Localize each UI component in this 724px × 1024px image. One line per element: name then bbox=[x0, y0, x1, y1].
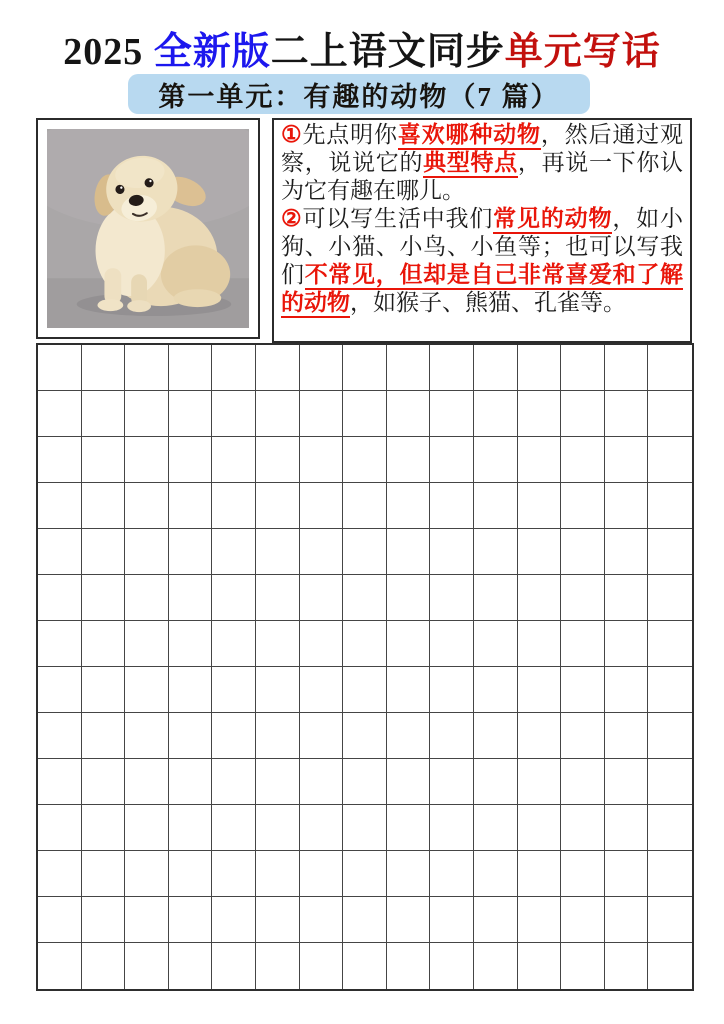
writing-grid-cell bbox=[38, 621, 82, 667]
writing-grid-cell bbox=[212, 667, 256, 713]
writing-grid-cell bbox=[605, 391, 649, 437]
writing-grid-cell bbox=[518, 667, 562, 713]
writing-grid-cell bbox=[474, 391, 518, 437]
writing-grid-cell bbox=[518, 575, 562, 621]
writing-grid-cell bbox=[169, 391, 213, 437]
writing-grid-cell bbox=[256, 437, 300, 483]
writing-grid-cell bbox=[561, 805, 605, 851]
writing-grid-cell bbox=[518, 345, 562, 391]
writing-grid-cell bbox=[300, 943, 344, 989]
writing-grid-cell bbox=[82, 529, 126, 575]
writing-grid-cell bbox=[82, 437, 126, 483]
instruction-text: 可以写生活中我们 bbox=[302, 206, 494, 231]
writing-grid-cell bbox=[605, 713, 649, 759]
writing-grid-cell bbox=[256, 391, 300, 437]
unit-banner: 第一单元：有趣的动物（7 篇） bbox=[128, 74, 590, 114]
writing-grid-cell bbox=[430, 529, 474, 575]
writing-grid-cell bbox=[38, 759, 82, 805]
writing-grid-cell bbox=[343, 759, 387, 805]
writing-grid-cell bbox=[169, 943, 213, 989]
writing-grid-cell bbox=[38, 575, 82, 621]
writing-grid-cell bbox=[212, 621, 256, 667]
writing-grid-cell bbox=[38, 667, 82, 713]
writing-grid-cell bbox=[518, 851, 562, 897]
writing-grid-cell bbox=[561, 575, 605, 621]
writing-grid-cell bbox=[256, 851, 300, 897]
writing-grid-cell bbox=[430, 437, 474, 483]
writing-grid-cell bbox=[212, 759, 256, 805]
writing-grid-cell bbox=[561, 529, 605, 575]
writing-grid-cell bbox=[648, 529, 692, 575]
writing-grid-cell bbox=[169, 667, 213, 713]
writing-grid-cell bbox=[474, 943, 518, 989]
writing-grid-cell bbox=[430, 391, 474, 437]
writing-grid-cell bbox=[387, 851, 431, 897]
writing-grid-cell bbox=[605, 897, 649, 943]
writing-grid-cell bbox=[387, 391, 431, 437]
writing-grid-cell bbox=[430, 851, 474, 897]
writing-grid-cell bbox=[648, 345, 692, 391]
puppy-photo-illustration bbox=[47, 129, 249, 328]
writing-grid-cell bbox=[38, 437, 82, 483]
instructions-box bbox=[272, 118, 692, 343]
writing-grid-cell bbox=[300, 391, 344, 437]
writing-grid-cell bbox=[343, 667, 387, 713]
writing-grid-cell bbox=[648, 483, 692, 529]
writing-grid-cell bbox=[300, 345, 344, 391]
instruction-highlight: 典型特点 bbox=[423, 150, 518, 178]
writing-grid-cell bbox=[125, 621, 169, 667]
instruction-highlight: ② bbox=[281, 206, 303, 231]
writing-grid-cell bbox=[256, 667, 300, 713]
writing-grid-cell bbox=[212, 943, 256, 989]
writing-grid-cell bbox=[474, 897, 518, 943]
instruction-text: ，再说一下你认为它有趣在哪儿。 bbox=[281, 150, 683, 203]
writing-grid-cell bbox=[82, 575, 126, 621]
writing-grid-cell bbox=[605, 345, 649, 391]
writing-grid-cell bbox=[169, 621, 213, 667]
writing-grid-cell bbox=[256, 897, 300, 943]
writing-grid-cell bbox=[212, 345, 256, 391]
writing-grid-cell bbox=[605, 529, 649, 575]
writing-grid-cell bbox=[648, 437, 692, 483]
instruction-highlight: 喜欢哪种动物 bbox=[398, 122, 541, 150]
writing-grid-cell bbox=[169, 805, 213, 851]
writing-grid-cell bbox=[82, 713, 126, 759]
writing-grid-cell bbox=[125, 805, 169, 851]
writing-grid-cell bbox=[300, 575, 344, 621]
writing-grid-cell bbox=[300, 529, 344, 575]
writing-grid-cell bbox=[256, 483, 300, 529]
writing-grid-cell bbox=[256, 621, 300, 667]
writing-grid-cell bbox=[387, 713, 431, 759]
writing-grid-cell bbox=[300, 897, 344, 943]
writing-grid-cell bbox=[561, 897, 605, 943]
writing-grid-cell bbox=[343, 437, 387, 483]
writing-grid-cell bbox=[169, 483, 213, 529]
writing-grid-cell bbox=[387, 575, 431, 621]
writing-grid-cell bbox=[38, 345, 82, 391]
writing-grid-cell bbox=[82, 759, 126, 805]
page-title bbox=[0, 20, 724, 75]
writing-grid-cell bbox=[82, 667, 126, 713]
writing-grid-cell bbox=[169, 575, 213, 621]
writing-grid-cell bbox=[343, 897, 387, 943]
writing-grid-cell bbox=[38, 483, 82, 529]
writing-grid-cell bbox=[605, 943, 649, 989]
writing-grid-cell bbox=[169, 529, 213, 575]
writing-grid-cell bbox=[561, 483, 605, 529]
writing-grid-cell bbox=[82, 805, 126, 851]
writing-grid-cell bbox=[605, 667, 649, 713]
writing-grid-cell bbox=[169, 759, 213, 805]
writing-grid-cell bbox=[125, 575, 169, 621]
writing-grid-cell bbox=[387, 437, 431, 483]
writing-grid-cell bbox=[256, 943, 300, 989]
instruction-highlight: 不常见，但却是自己非常喜爱和了解的动物 bbox=[281, 262, 683, 318]
writing-grid-cell bbox=[561, 943, 605, 989]
writing-grid-cell bbox=[212, 897, 256, 943]
title-segment: 二上语文同步 bbox=[270, 31, 505, 73]
writing-grid-cell bbox=[561, 851, 605, 897]
writing-grid-cell bbox=[605, 851, 649, 897]
writing-grid bbox=[36, 343, 694, 991]
instruction-text: 先点明你 bbox=[302, 122, 398, 147]
writing-grid-cell bbox=[82, 391, 126, 437]
writing-grid-cell bbox=[256, 529, 300, 575]
writing-grid-cell bbox=[169, 713, 213, 759]
writing-grid-cell bbox=[648, 575, 692, 621]
writing-grid-cell bbox=[605, 759, 649, 805]
writing-grid-cell bbox=[169, 345, 213, 391]
writing-grid-cell bbox=[169, 437, 213, 483]
writing-grid-cell bbox=[518, 943, 562, 989]
writing-grid-cell bbox=[38, 897, 82, 943]
writing-grid-cell bbox=[430, 621, 474, 667]
writing-grid-cell bbox=[474, 575, 518, 621]
writing-grid-cell bbox=[518, 529, 562, 575]
instruction-text: ，如猴子、熊猫、孔雀等。 bbox=[350, 290, 626, 315]
writing-grid-cell bbox=[474, 667, 518, 713]
writing-grid-cell bbox=[125, 483, 169, 529]
writing-grid-cell bbox=[256, 575, 300, 621]
writing-grid-cell bbox=[561, 759, 605, 805]
writing-grid-cell bbox=[343, 575, 387, 621]
writing-grid-cell bbox=[430, 575, 474, 621]
writing-grid-cell bbox=[343, 851, 387, 897]
writing-grid-cell bbox=[300, 437, 344, 483]
writing-grid-cell bbox=[387, 667, 431, 713]
writing-grid-cell bbox=[518, 713, 562, 759]
writing-grid-cell bbox=[648, 391, 692, 437]
writing-grid-cell bbox=[256, 759, 300, 805]
instruction-paragraph bbox=[281, 205, 683, 317]
writing-grid-cell bbox=[300, 483, 344, 529]
writing-grid-cell bbox=[430, 759, 474, 805]
title-segment: 2025 bbox=[63, 31, 154, 73]
writing-grid-cell bbox=[38, 943, 82, 989]
writing-grid-cell bbox=[561, 713, 605, 759]
writing-grid-cell bbox=[125, 851, 169, 897]
writing-grid-cell bbox=[474, 621, 518, 667]
writing-grid-cell bbox=[212, 575, 256, 621]
instruction-highlight: 常见的动物 bbox=[493, 206, 612, 234]
writing-grid-cell bbox=[474, 483, 518, 529]
writing-grid-cell bbox=[125, 713, 169, 759]
writing-grid-cell bbox=[82, 483, 126, 529]
writing-grid-cell bbox=[300, 851, 344, 897]
writing-grid-cell bbox=[300, 805, 344, 851]
writing-grid-cell bbox=[518, 391, 562, 437]
writing-grid-cell bbox=[300, 621, 344, 667]
writing-grid-cell bbox=[387, 943, 431, 989]
writing-grid-cell bbox=[561, 437, 605, 483]
writing-grid-cell bbox=[518, 805, 562, 851]
writing-grid-cell bbox=[82, 851, 126, 897]
writing-grid-cell bbox=[474, 759, 518, 805]
writing-grid-cell bbox=[430, 943, 474, 989]
writing-grid-cell bbox=[212, 713, 256, 759]
writing-grid-cell bbox=[38, 713, 82, 759]
writing-grid-cell bbox=[648, 667, 692, 713]
writing-grid-cell bbox=[518, 759, 562, 805]
writing-grid-cell bbox=[518, 437, 562, 483]
writing-grid-cell bbox=[430, 805, 474, 851]
writing-grid-cell bbox=[343, 391, 387, 437]
writing-grid-cell bbox=[605, 575, 649, 621]
writing-grid-cell bbox=[343, 483, 387, 529]
writing-grid-cell bbox=[430, 483, 474, 529]
writing-grid-cell bbox=[300, 713, 344, 759]
writing-grid-cell bbox=[387, 805, 431, 851]
writing-grid-cell bbox=[38, 851, 82, 897]
writing-grid-cell bbox=[648, 713, 692, 759]
writing-grid-cell bbox=[474, 805, 518, 851]
title-segment: 全新版 bbox=[153, 31, 271, 73]
writing-grid-cell bbox=[648, 897, 692, 943]
writing-grid-cell bbox=[648, 943, 692, 989]
writing-grid-cell bbox=[474, 851, 518, 897]
writing-grid-cell bbox=[474, 529, 518, 575]
writing-grid-cell bbox=[387, 483, 431, 529]
writing-grid-cell bbox=[125, 943, 169, 989]
writing-grid-cell bbox=[648, 805, 692, 851]
title-segment: 单元写话 bbox=[504, 31, 661, 73]
writing-grid-cell bbox=[474, 345, 518, 391]
writing-grid-cell bbox=[82, 943, 126, 989]
writing-grid-cell bbox=[387, 759, 431, 805]
writing-grid-cell bbox=[256, 713, 300, 759]
writing-grid-cell bbox=[430, 713, 474, 759]
writing-grid-cell bbox=[300, 759, 344, 805]
writing-grid-cell bbox=[256, 345, 300, 391]
writing-grid-cell bbox=[387, 897, 431, 943]
writing-grid-cell bbox=[343, 345, 387, 391]
writing-grid-cell bbox=[343, 529, 387, 575]
writing-grid-cell bbox=[212, 483, 256, 529]
writing-grid-cell bbox=[125, 345, 169, 391]
writing-grid-cell bbox=[212, 529, 256, 575]
writing-grid-cell bbox=[125, 391, 169, 437]
writing-grid-cell bbox=[343, 943, 387, 989]
writing-grid-cell bbox=[474, 713, 518, 759]
writing-grid-cell bbox=[648, 621, 692, 667]
writing-grid-cell bbox=[125, 897, 169, 943]
writing-grid-cell bbox=[343, 713, 387, 759]
writing-grid-cell bbox=[648, 759, 692, 805]
writing-grid-cell bbox=[82, 621, 126, 667]
writing-grid-cell bbox=[387, 529, 431, 575]
writing-grid-cell bbox=[605, 805, 649, 851]
writing-grid-cell bbox=[430, 345, 474, 391]
writing-grid-cell bbox=[561, 667, 605, 713]
writing-grid-cell bbox=[38, 529, 82, 575]
writing-grid-cell bbox=[38, 391, 82, 437]
writing-grid-cell bbox=[82, 345, 126, 391]
instruction-paragraph bbox=[281, 121, 683, 205]
writing-grid-cell bbox=[169, 851, 213, 897]
writing-grid-cell bbox=[125, 667, 169, 713]
writing-grid-cell bbox=[387, 345, 431, 391]
writing-grid-cell bbox=[125, 529, 169, 575]
writing-grid-cell bbox=[430, 667, 474, 713]
writing-grid-cell bbox=[605, 483, 649, 529]
writing-grid-cell bbox=[125, 437, 169, 483]
puppy-photo-frame bbox=[36, 118, 260, 339]
writing-grid-cell bbox=[518, 483, 562, 529]
writing-grid-cell bbox=[212, 851, 256, 897]
writing-grid-cell bbox=[343, 621, 387, 667]
writing-grid-cell bbox=[82, 897, 126, 943]
writing-grid-cell bbox=[518, 621, 562, 667]
writing-grid-cell bbox=[256, 805, 300, 851]
writing-grid-cell bbox=[561, 345, 605, 391]
instruction-highlight: ① bbox=[281, 122, 303, 147]
writing-grid-cell bbox=[38, 805, 82, 851]
writing-grid-cell bbox=[300, 667, 344, 713]
writing-grid-cell bbox=[561, 391, 605, 437]
writing-grid-cell bbox=[387, 621, 431, 667]
writing-grid-cell bbox=[212, 805, 256, 851]
writing-grid-cell bbox=[561, 621, 605, 667]
writing-grid-cell bbox=[474, 437, 518, 483]
instruction-text: ，如小狗、小猫、小鸟、小鱼等；也可以写我们 bbox=[281, 206, 684, 287]
writing-grid-cell bbox=[430, 897, 474, 943]
writing-grid-cell bbox=[212, 391, 256, 437]
writing-grid-cell bbox=[343, 805, 387, 851]
writing-grid-cell bbox=[125, 759, 169, 805]
writing-grid-cell bbox=[212, 437, 256, 483]
writing-grid-cell bbox=[605, 621, 649, 667]
writing-grid-cell bbox=[169, 897, 213, 943]
writing-grid-cell bbox=[518, 897, 562, 943]
instruction-text: ，然后通过观察，说说它的 bbox=[281, 122, 684, 175]
writing-grid-cell bbox=[648, 851, 692, 897]
writing-grid-cell bbox=[605, 437, 649, 483]
